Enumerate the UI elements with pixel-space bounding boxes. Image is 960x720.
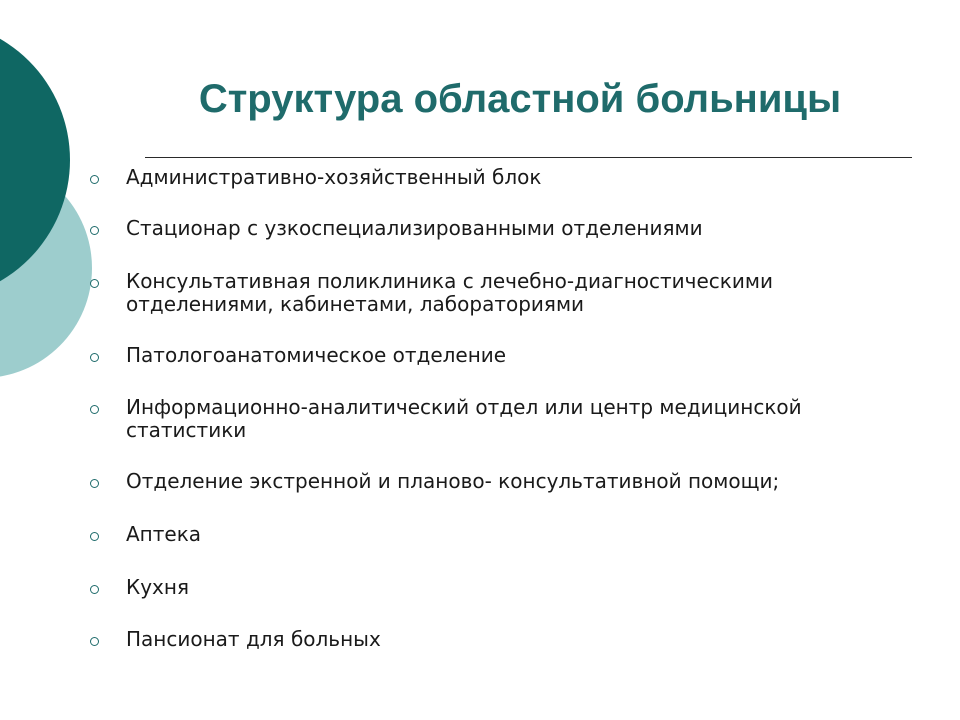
slide-title: Структура областной больницы — [198, 77, 842, 121]
list-item-text: Информационно-аналитический отдел или центр медицинской статистики — [126, 395, 802, 442]
list-item-text: Аптека — [126, 522, 202, 546]
list-item-text: Отделение экстренной и планово- консультативной помощи; — [126, 469, 780, 493]
bullet-ring-icon — [90, 279, 99, 288]
bullet-ring-icon — [90, 405, 99, 414]
bullet-ring-icon — [90, 637, 99, 646]
bullet-ring-icon — [90, 226, 99, 235]
list-item-text: Патологоанатомическое отделение — [126, 343, 507, 367]
list-item-text: Стационар с узкоспециализированными отделениями — [126, 216, 703, 240]
list-item-text: Консультативная поликлиника с лечебно-диагностическими отделениями, кабинетами, лабораториями — [126, 269, 773, 316]
list-item-text: Кухня — [126, 575, 189, 599]
bullet-ring-icon — [90, 479, 99, 488]
list-item-text: Административно-хозяйственный блок — [126, 165, 542, 189]
bullet-ring-icon — [90, 353, 99, 362]
bullet-ring-icon — [90, 585, 99, 594]
bullet-ring-icon — [90, 532, 99, 541]
bullet-ring-icon — [90, 175, 99, 184]
list-item-text: Пансионат для больных — [126, 627, 381, 651]
